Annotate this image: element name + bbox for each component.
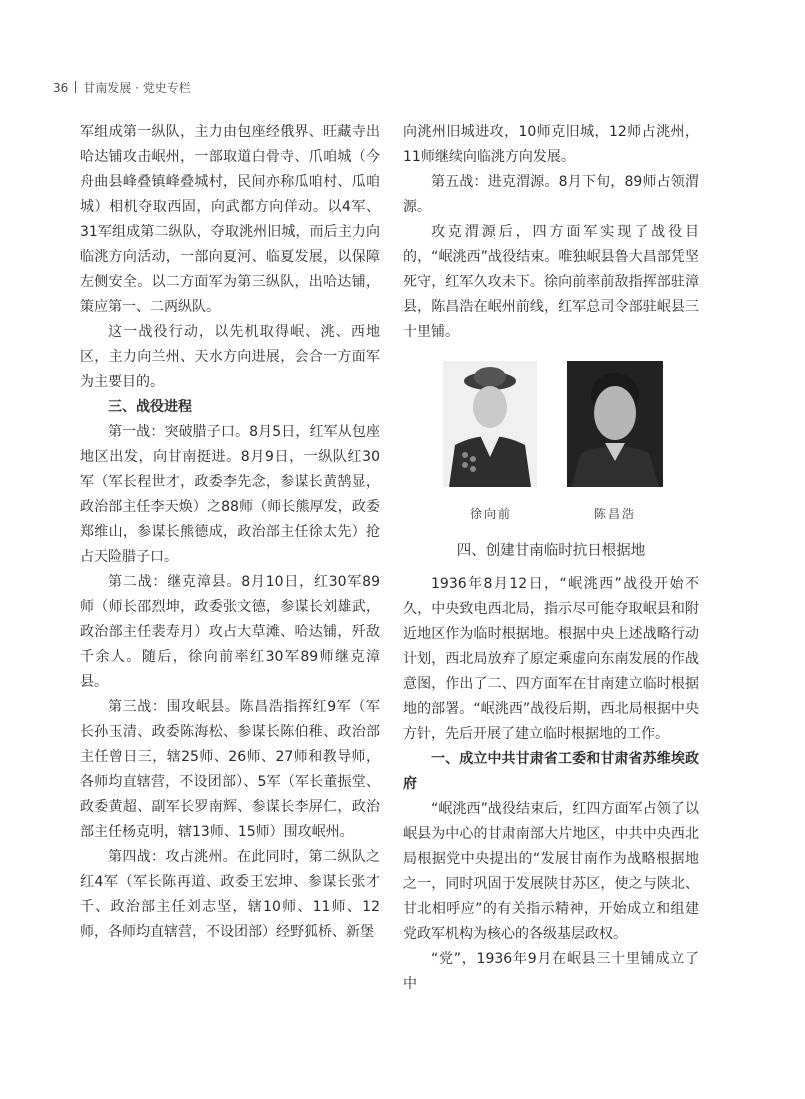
section-heading: 四、创建甘南临时抗日根据地 [456, 543, 646, 559]
portrait-photos [403, 361, 699, 531]
paragraph: 军组成第一纵队，主力由包座经俄界、旺藏寺出哈达铺攻击岷州，一部取道白骨寺、爪咱城（今舟曲县峰叠镇峰叠城村，民间亦称瓜咱村、瓜咱城）相机夺取西固，向武都方向佯动。以4军、31军组成第二纵队，夺取洮州旧城，而后主力向临洮方向活动，一部向夏河、临夏发展，以保障左侧安全。以二方面军为第三纵队，出哈达铺，策应第一、二两纵队。 [80, 124, 380, 315]
paragraph: 第三战：围攻岷县。陈昌浩指挥红9军（军长孙玉清、政委陈海松、参谋长陈伯稚、政治部主任曾日三，辖25师、26师、27师和教导师，各师均直辖营，不设团部）、5军（军长董振堂、政委黄超、副军长罗南辉、参谋长李屏仁，政治部主任杨克明，辖13师、15师）围攻岷州。 [80, 699, 380, 840]
paragraph: 1936年8月12日，“岷洮西”战役开始不久，中央致电西北局，指示尽可能夺取岷县和附近地区作为临时根据地。根据中央上述战略行动计划，西北局放弃了原定乘虚向东南发展的作战意图，作出了二、四方面军在甘南建立临时根据地的部署。“岷洮西”战役后期，西北局根据中央方针，先后开展了建立临时根据地的工作。 [403, 576, 699, 742]
portrait-illustration [567, 361, 663, 487]
portrait-illustration [443, 361, 537, 487]
photo-caption: 徐向前 [470, 507, 513, 521]
portrait-photo [567, 361, 663, 487]
running-header [53, 80, 191, 96]
right-column [403, 120, 699, 997]
subsection-heading: 一、成立中共甘肃省工委和甘肃省苏维埃政府 [403, 751, 699, 792]
paragraph: 第一战：突破腊子口。8月5日，红军从包座地区出发，向甘南挺进。8月9日，一纵队红30军（军长程世才，政委李先念，参谋长黄鹄显，政治部主任李天焕）之88师（师长熊厚发，政委郑维山，参谋长熊德成，政治部主任徐太先）抢占天险腊子口。 [80, 424, 380, 565]
header-section: 甘南发展 · 党史专栏 [83, 81, 191, 95]
paragraph: 第四战：攻占洮州。在此同时，第二纵队之红4军（军长陈再道、政委王宏坤、参谋长张才千、政治部主任刘志坚，辖10师、11师、12师，各师均直辖营，不设团部）经野狐桥、新堡 [80, 849, 380, 940]
header-divider [75, 81, 76, 93]
left-column [80, 120, 380, 945]
paragraph: “岷洮西”战役结束后，红四方面军占领了以岷县为中心的甘肃南部大片地区，中共中央西北局根据党中央提出的“发展甘南作为战略根据地之一，同时巩固于发展陕甘苏区，使之与陕北、甘北相呼应”的有关指示精神，开始成立和组建党政军机构为核心的各级基层政权。 [403, 801, 699, 942]
photo-caption: 陈昌浩 [594, 507, 637, 521]
paragraph: 向洮州旧城进攻，10师克旧城，12师占洮州，11师继续向临洮方向发展。 [403, 124, 699, 165]
page-number: 36 [53, 81, 69, 95]
paragraph: “党”，1936年9月在岷县三十里铺成立了中 [403, 951, 699, 992]
paragraph: 第二战：继克漳县。8月10日，红30军89师（师长邵烈坤，政委张文德，参谋长刘雄武，政治部主任裴寿月）攻占大草滩、哈达铺，歼敌千余人。随后，徐向前率红30军89师继克漳县。 [80, 574, 380, 690]
paragraph: 这一战役行动，以先机取得岷、洮、西地区，主力向兰州、天水方向进展，会合一方面军为主要目的。 [80, 324, 380, 390]
portrait-photo [443, 361, 537, 487]
section-heading: 三、战役进程 [108, 399, 192, 415]
paragraph: 攻克渭源后，四方面军实现了战役目的，“岷洮西”战役结束。唯独岷县鲁大昌部凭坚死守，红军久攻未下。徐向前率前敌指挥部驻漳县，陈昌浩在岷州前线，红军总司令部驻岷县三十里铺。 [403, 224, 699, 340]
paragraph: 第五战：进克渭源。8月下旬，89师占领渭源。 [403, 174, 699, 215]
